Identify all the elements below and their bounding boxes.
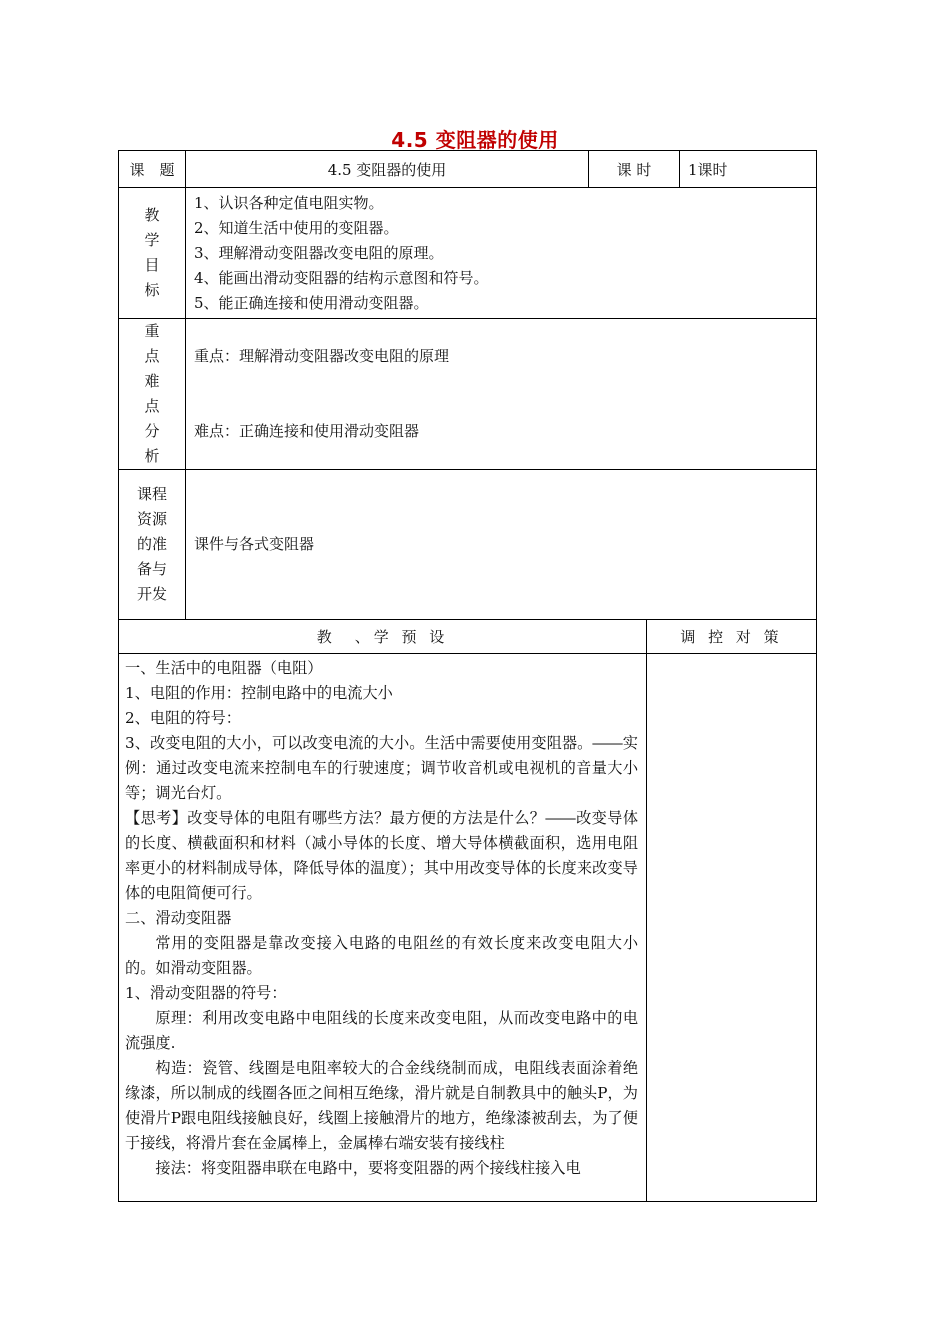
objective-item: 2、知道生活中使用的变阻器。 xyxy=(194,219,399,237)
resources-label-line: 的准 xyxy=(136,535,167,553)
objectives-label-char: 学 xyxy=(144,231,160,249)
content-paragraph: 【思考】改变导体的电阻有哪些方法？最方便的方法是什么？――改变导体的长度、横截面积和材料（减小导体的长度、增大导体横截面积，选用电阻率更小的材料制成导体，降低导体的温度）；其中用改变导体的长度来改变导体的电阻简便可行。 xyxy=(125,809,638,902)
resources-label xyxy=(119,470,186,620)
objective-item: 5、能正确连接和使用滑动变阻器。 xyxy=(194,294,429,312)
content-paragraph: 一、生活中的电阻器（电阻） xyxy=(125,659,323,677)
key-points-row xyxy=(119,319,817,470)
content-paragraph: 接法：将变阻器串联在电路中，要将变阻器的两个接线柱接入电 xyxy=(155,1159,581,1177)
hours-label: 课 时 xyxy=(589,151,680,188)
design-header-left: 教 、学 预 设 xyxy=(119,620,647,654)
content-paragraph: 二、滑动变阻器 xyxy=(125,909,232,927)
content-paragraph: 1、滑动变阻器的符号： xyxy=(125,984,287,1002)
resources-label-line: 资源 xyxy=(136,510,167,528)
content-paragraph: 常用的变阻器是靠改变接入电路的电阻丝的有效长度来改变电阻大小的。如滑动变阻器。 xyxy=(125,934,638,977)
content-paragraph: 2、电阻的符号： xyxy=(125,709,241,727)
key-points-label-char: 析 xyxy=(144,447,160,465)
document-title: 4.5 变阻器的使用 xyxy=(391,128,559,152)
lesson-plan-table xyxy=(118,150,817,1202)
objectives-label-char: 标 xyxy=(144,281,160,299)
key-points-label-char: 重 xyxy=(144,322,160,340)
content-paragraph: 1、电阻的作用：控制电路中的电流大小 xyxy=(125,684,393,702)
key-points-label xyxy=(119,319,186,470)
objectives-label-char: 目 xyxy=(144,256,160,274)
content-row xyxy=(119,654,817,1202)
objectives-label-char: 教 xyxy=(144,206,160,224)
topic-label: 课 题 xyxy=(119,151,186,188)
key-points-label-char: 难 xyxy=(144,372,160,390)
content-paragraph: 构造：瓷管、线圈是电阻率较大的合金线绕制而成，电阻线表面涂着绝缘漆，所以制成的线圈各匝之间相互绝缘，滑片就是自制教具中的触头P，为使滑片P跟电阻线接触良好，线圈上接触滑片的地方，绝缘漆被刮去，为了便于接线，将滑片套在金属棒上，金属棒右端安装有接线柱 xyxy=(125,1059,638,1152)
objective-item: 3、理解滑动变阻器改变电阻的原理。 xyxy=(194,244,444,262)
content-paragraph: 原理：利用改变电路中电阻线的长度来改变电阻，从而改变电路中的电流强度. xyxy=(125,1009,638,1052)
resources-label-line: 课程 xyxy=(136,485,167,503)
resources-row xyxy=(119,470,817,620)
design-header-right: 调 控 对 策 xyxy=(647,620,817,654)
objective-item: 4、能画出滑动变阻器的结构示意图和符号。 xyxy=(194,269,489,287)
key-points-content xyxy=(186,319,817,470)
key-points-label-char: 点 xyxy=(144,397,160,415)
hours-value: 1课时 xyxy=(680,151,817,188)
key-points-label-char: 点 xyxy=(144,347,160,365)
objectives-label xyxy=(119,188,186,319)
resources-value: 课件与各式变阻器 xyxy=(186,470,817,620)
key-points-label-char: 分 xyxy=(144,422,160,440)
content-paragraph: 3、改变电阻的大小，可以改变电流的大小。生活中需要使用变阻器。――实例：通过改变电流来控制电车的行驶速度；调节收音机或电视机的音量大小等；调光台灯。 xyxy=(125,734,638,802)
objective-item: 1、认识各种定值电阻实物。 xyxy=(194,194,384,212)
difficult-point: 难点：正确连接和使用滑动变阻器 xyxy=(194,422,420,440)
key-point: 重点：理解滑动变阻器改变电阻的原理 xyxy=(194,347,450,365)
objectives-row xyxy=(119,188,817,319)
resources-label-line: 备与 xyxy=(136,560,167,578)
design-header-row xyxy=(119,620,817,654)
topic-row xyxy=(119,151,817,188)
adjustment-strategy-cell xyxy=(647,654,817,1202)
teaching-content xyxy=(119,654,647,1202)
objectives-list xyxy=(186,188,817,319)
resources-label-line: 开发 xyxy=(136,585,167,603)
topic-value: 4.5 变阻器的使用 xyxy=(186,151,589,188)
